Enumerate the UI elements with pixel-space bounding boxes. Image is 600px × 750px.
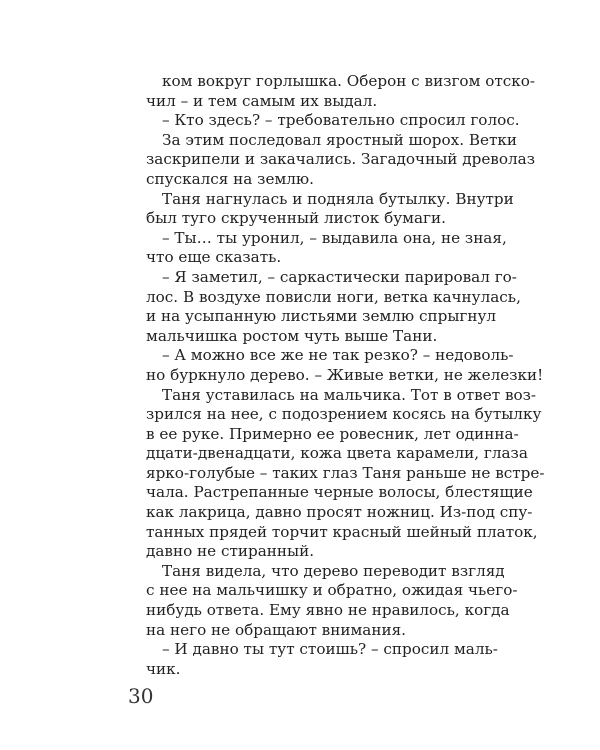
body-text bbox=[146, 72, 545, 679]
text-line: и на усыпанную листьями землю спрыгнул bbox=[146, 307, 497, 326]
text-line: но буркнуло дерево. – Живые ветки, не железки! bbox=[146, 365, 544, 384]
paragraph bbox=[146, 640, 498, 679]
text-line: с нее на мальчишку и обратно, ожидая чьего- bbox=[146, 581, 518, 600]
paragraph bbox=[146, 228, 507, 268]
text-line: зрился на нее, с подозрением косясь на бутылку bbox=[146, 405, 542, 424]
paragraph bbox=[146, 267, 521, 346]
text-line: – И давно ты тут стоишь? – спросил маль- bbox=[162, 640, 498, 659]
text-line: дцати-двенадцати, кожа цвета карамели, глаза bbox=[146, 444, 528, 463]
text-line: – А можно все же не так резко? – недоволь- bbox=[162, 346, 514, 365]
text-line: чил – и тем самым их выдал. bbox=[146, 91, 378, 110]
text-line: чик. bbox=[146, 659, 181, 678]
text-line: – Кто здесь? – требовательно спросил голос. bbox=[162, 111, 520, 130]
paragraph bbox=[146, 189, 514, 229]
paragraph bbox=[146, 385, 545, 562]
paragraph bbox=[146, 346, 544, 385]
text-line: спускался на землю. bbox=[146, 169, 314, 188]
page-number: 30 bbox=[128, 684, 154, 708]
text-line: лос. В воздухе повисли ноги, ветка качнулась, bbox=[146, 287, 521, 306]
text-line: нибудь ответа. Ему явно не нравилось, когда bbox=[146, 601, 510, 620]
text-line: в ее руке. Примерно ее ровесник, лет одинна- bbox=[146, 424, 519, 443]
text-line: танных прядей торчит красный шейный платок, bbox=[146, 522, 538, 541]
text-line: – Я заметил, – саркастически парировал го- bbox=[162, 267, 517, 286]
text-line: заскрипели и закачались. Загадочный древолаз bbox=[146, 150, 535, 169]
text-line: что еще сказать. bbox=[146, 248, 282, 267]
paragraph bbox=[146, 561, 518, 640]
text-line: Таня уставилась на мальчика. Тот в ответ воз- bbox=[162, 385, 537, 404]
text-line: За этим последовал яростный шорох. Ветки bbox=[162, 130, 518, 149]
text-line: чала. Растрепанные черные волосы, блестящие bbox=[146, 483, 533, 502]
text-line: был туго скрученный листок бумаги. bbox=[146, 209, 446, 228]
text-line: как лакрица, давно просят ножниц. Из-под спу- bbox=[146, 503, 533, 522]
text-line: мальчишка ростом чуть выше Тани. bbox=[146, 326, 438, 345]
text-line: на него не обращают внимания. bbox=[146, 620, 406, 639]
paragraph bbox=[146, 72, 536, 111]
paragraph bbox=[146, 130, 535, 190]
text-line: – Ты… ты уронил, – выдавила она, не зная, bbox=[162, 228, 507, 247]
text-line: Таня нагнулась и подняла бутылку. Внутри bbox=[162, 189, 514, 208]
text-line: давно не стиранный. bbox=[146, 542, 315, 561]
paragraph bbox=[146, 111, 520, 131]
text-line: ярко-голубые – таких глаз Таня раньше не встре- bbox=[146, 463, 545, 482]
text-line: Таня видела, что дерево переводит взгляд bbox=[162, 561, 505, 580]
text-line: ком вокруг горлышка. Оберон с визгом отско- bbox=[162, 72, 536, 90]
